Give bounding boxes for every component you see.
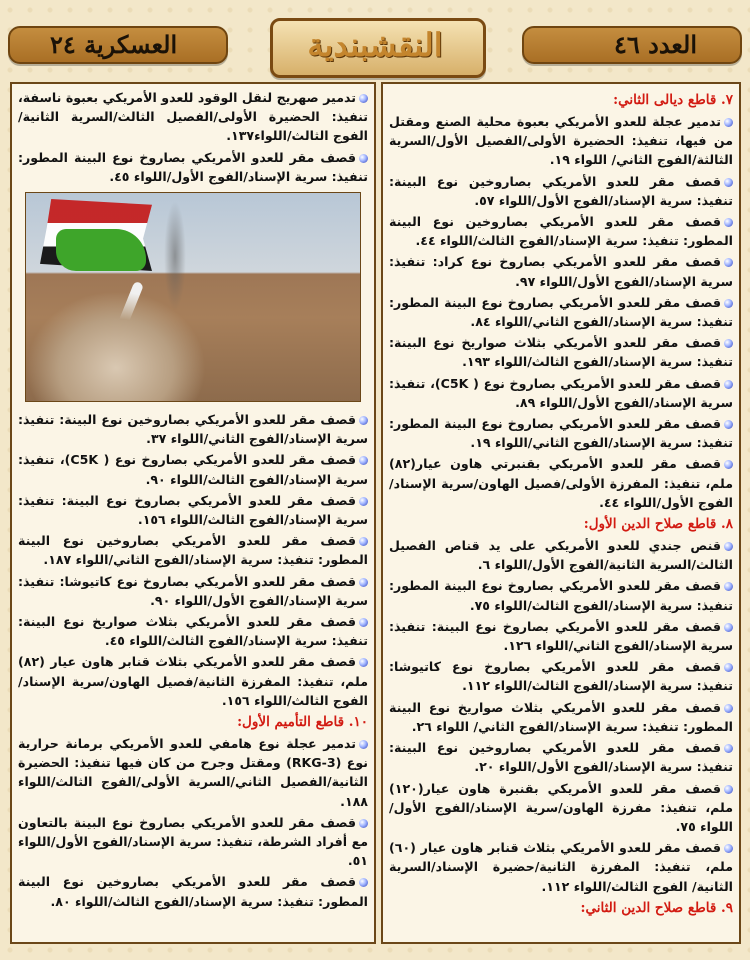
issue-label: العدد ٤٦ [614,30,697,59]
report-text: تدمير عجلة للعدو الأمريكي بعبوة محلية الصنع ومقتل من فيها، تنفيذ: الحضيرة الأولى/الفصيل الأول/السرية الثالثة/الفوج الثاني/ اللواء ١٩. [389,114,733,168]
page-label-banner [8,26,228,64]
report-item [389,838,733,896]
report-text: قصف مقر للعدو الأمريكي بصاروخ نوع البينة المطور: تنفيذ: سرية الإسناد/الفوج الثالث/اللواء ٧٥. [389,578,733,613]
bullet-icon [359,497,368,506]
bullet-icon [724,460,733,469]
bullet-icon [359,819,368,828]
report-text: تدمير عجلة نوع هامفي للعدو الأمريكي برمانة حرارية نوع (RKG-3) ومقتل وجرح من كان فيها تنفيذ: الحضيرة الثانية/الفصيل الثاني/السرية الأولى/الفوج الثالث/اللواء ١٨٨. [18,736,368,809]
report-text: قصف مقر للعدو الأمريكي بصاروخين نوع البينة: تنفيذ: سرية الإسناد/الفوج الأول/اللواء ٢٠. [389,740,733,775]
bullet-icon [359,416,368,425]
bullet-icon [359,537,368,546]
launch-dust-cloud [26,291,206,401]
report-item [18,531,368,569]
bullet-icon [724,118,733,127]
magazine-logo [270,18,486,78]
left-column [10,82,376,944]
section-heading: ١٠. قاطع التأميم الأول: [237,714,368,731]
bullet-icon [359,94,368,103]
report-text: قصف مقر للعدو الأمريكي بثلاث قنابر هاون عيار (٦٠) ملم، تنفيذ: المفرزة الثانية/حضيرة الإسناد/السرية الثانية/ الفوج الثالث/اللواء ١١٢. [389,840,733,894]
report-text: قنص جندي للعدو الأمريكي على يد قناص الفصيل الثالث/السرية الثانية/الفوج الأول/اللواء ٦. [389,538,733,573]
report-item [389,252,733,290]
map-emblem [56,229,146,271]
report-text: قصف مقر للعدو الأمريكي بصاروخ نوع البينة المطور: تنفيذ: سرية الإسناد/الفوج الأول/اللواء ٤٥. [18,149,368,184]
bullet-icon [724,339,733,348]
bullet-icon [724,663,733,672]
report-text: قصف مقر للعدو الأمريكي بصاروخ نوع ( C5K)، تنفيذ: سرية الإسناد/الفوج الأول/اللواء ٨٩. [389,375,733,410]
report-item [389,657,733,695]
report-item [389,536,733,574]
right-column [381,82,741,944]
report-item [389,333,733,371]
report-item [389,112,733,170]
section-heading: ٨. قاطع صلاح الدين الأول: [583,516,733,533]
report-text: قصف مقر للعدو الأمريكي بصاروخ نوع كراد: تنفيذ: سرية الإسناد/الفوج الأول/اللواء ٩٧. [389,254,733,289]
report-text: قصف مقر للعدو الأمريكي بصاروخين نوع البينة المطور: تنفيذ: سرية الإسناد/الفوج الثالث/اللواء ٤٤. [389,214,733,249]
report-text: قصف مقر للعدو الأمريكي بقنبرتي هاون عيار(٨٢) ملم، تنفيذ: المفرزة الأولى/فصيل الهاون/سرية الإسناد/ الفوج الأول/اللواء ٤٤. [389,456,733,510]
report-item [18,813,368,871]
report-item [389,293,733,331]
bullet-icon [724,785,733,794]
report-text: قصف مقر للعدو الأمريكي بصاروخ نوع البينة المطور: تنفيذ: سرية الإسناد/الفوج الثاني/اللواء ٨٤. [389,294,733,330]
report-text: قصف مقر للعدو الأمريكي بثلاث قنابر هاون عيار (٨٢) ملم، تنفيذ: المفرزة الثانية/فصيل الهاون/سرية الإسناد/الفوج الثالث/اللواء ١٥٦. [18,654,368,708]
bullet-icon [359,154,368,163]
report-item [18,88,368,146]
bullet-icon [724,704,733,713]
bullet-icon [359,456,368,465]
report-text: قصف مقر للعدو الأمريكي بثلاث صواريخ نوع البينة: تنفيذ: سرية الإسناد/الفوج الثالث/اللواء ٤٥. [18,614,368,649]
report-text: قصف مقر للعدو الأمريكي بصاروخ نوع كاتيوشا: تنفيذ: سرية الإسناد/الفوج الثالث/اللواء ١١٢. [389,659,733,694]
bullet-icon [724,178,733,187]
report-item [18,491,368,529]
page-header [0,8,750,74]
report-text: قصف مقر للعدو الأمريكي بصاروخ نوع البينة بالتعاون مع أفراد الشرطة، تنفيذ: سرية الإسناد/الفوج الأول/اللواء ٥١. [18,814,368,869]
bullet-icon [724,623,733,632]
report-item [18,450,368,488]
report-text: قصف مقر للعدو الأمريكي بصاروخ نوع البينة: تنفيذ: سرية الإسناد/الفوج الثاني/اللواء ١٢٦. [389,618,733,654]
bullet-icon [724,299,733,308]
bullet-icon [724,582,733,591]
report-item [389,576,733,614]
bullet-icon [724,420,733,429]
report-item [389,698,733,736]
report-item [389,779,733,837]
section-heading: ٧. قاطع ديالى الثاني: [613,92,733,108]
logo-text: النقشبندية [307,26,443,64]
report-item [18,410,368,448]
report-item [389,172,733,210]
bullet-icon [724,542,733,551]
report-item [389,212,733,250]
report-item [389,454,733,512]
report-item [18,734,368,811]
report-item [18,872,368,910]
report-text: قصف مقر للعدو الأمريكي بصاروخ نوع البينة: تنفيذ: سرية الإسناد/الفوج الثالث/اللواء ١٥٦. [18,492,368,528]
report-text: قصف مقر للعدو الأمريكي بصاروخ نوع كاتيوشا: تنفيذ: سرية الإسناد/الفوج الأول/اللواء ٩٠. [18,573,368,608]
bullet-icon [359,578,368,587]
section-heading: ٩. قاطع صلاح الدين الثاني: [580,899,733,916]
bullet-icon [359,618,368,627]
report-item [18,572,368,610]
report-item [389,617,733,655]
report-item [18,612,368,650]
report-item [389,414,733,452]
bullet-icon [724,218,733,227]
issue-label-banner [522,26,742,64]
report-text: قصف مقر للعدو الأمريكي بصاروخ نوع ( C5K)، تنفيذ: سرية الإسناد/الفوج الثالث/اللواء ٩٠. [18,452,368,487]
report-text: قصف مقر للعدو الأمريكي بصاروخين نوع البينة المطور: تنفيذ: سرية الإسناد/الفوج الثاني/اللواء ١٨٧. [18,533,368,568]
bullet-icon [359,878,368,887]
report-text: قصف مقر للعدو الأمريكي بصاروخ نوع البينة المطور: تنفيذ: سرية الإسناد/الفوج الثاني/اللواء ١٩. [389,416,733,451]
report-item [389,738,733,776]
bullet-icon [724,744,733,753]
report-item [389,374,733,412]
report-text: قصف مقر للعدو الأمريكي بقنبرة هاون عيار(١٢٠) ملم، تنفيذ: مفرزة الهاون/سرية الإسناد/الفوج الأول/اللواء ٧٥. [389,780,733,834]
bullet-icon [724,844,733,853]
report-text: قصف مقر للعدو الأمريكي بثلاث صواريخ نوع البينة المطور: تنفيذ: سرية الإسناد/الفوج الثاني/ اللواء ٢٦. [389,699,733,734]
report-text: قصف مقر للعدو الأمريكي بصاروخين نوع البينة: تنفيذ: سرية الإسناد/الفوج الأول/اللواء ٥٧. [389,173,733,208]
report-text: قصف مقر للعدو الأمريكي بصاروخين نوع البينة المطور: تنفيذ: سرية الإسناد/الفوج الثالث/اللواء ٨٠. [18,874,368,909]
bullet-icon [359,740,368,749]
page-label: العسكرية ٢٤ [50,30,178,59]
report-item [18,148,368,186]
bullet-icon [359,658,368,667]
report-item [18,652,368,710]
report-text: قصف مقر للعدو الأمريكي بصاروخين نوع البينة: تنفيذ: سرية الإسناد/الفوج الثاني/اللواء ٣٧. [18,412,368,447]
rocket-launch-photo [25,192,361,402]
report-text: تدمير صهريج لنقل الوقود للعدو الأمريكي بعبوة ناسفة، تنفيذ: الحضيرة الأولى/الفصيل الثالث/السرية الثانية/الفوج الثالث/اللواء١٣٧. [18,90,368,144]
report-text: قصف مقر للعدو الأمريكي بثلاث صواريخ نوع البينة: تنفيذ: سرية الإسناد/الفوج الثالث/اللواء ١٩٣. [389,335,733,370]
bullet-icon [724,258,733,267]
bullet-icon [724,380,733,389]
